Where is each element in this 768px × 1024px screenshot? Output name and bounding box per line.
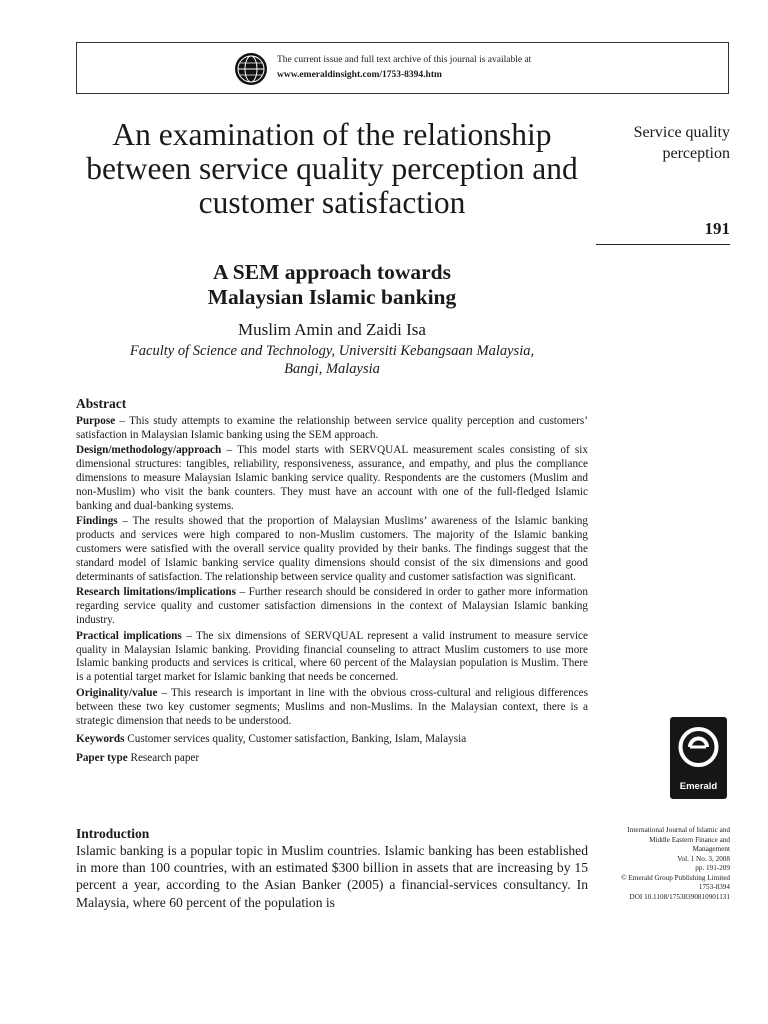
paper-type-text: Research paper: [127, 752, 200, 765]
keywords: [76, 733, 588, 747]
journal-info-line: 1753-8394: [698, 883, 730, 891]
paper-type-label: Paper type: [76, 752, 128, 765]
journal-access-banner: [76, 42, 729, 94]
abstract-heading: Abstract: [76, 396, 127, 411]
page-number: 191: [704, 219, 730, 238]
abstract-section: [76, 630, 588, 685]
section-label: Design/methodology/approach: [76, 444, 222, 457]
emerald-logo-text: Emerald: [679, 781, 718, 792]
affiliation: [96, 342, 568, 378]
abstract-section: [76, 515, 588, 584]
authors: Muslim Amin and Zaidi Isa: [238, 320, 426, 339]
section-text: – This model starts with SERVQUAL measurement scales consisting of six dimensional structures: tangibles, reliability, responsiveness, assurance, and empathy, and plus the compliance dimensions to measure Malaysian Islamic banking service quality. Respondents are the customers (Muslim and non-Muslim) who visit the bank counters. They must have an account with one of the full-fledged Islamic banking and dual-banking systems.: [76, 444, 588, 512]
article-subtitle: [76, 260, 588, 310]
section-label: Purpose: [76, 414, 116, 427]
affiliation-line-2: Bangi, Malaysia: [284, 361, 380, 377]
banner-line: The current issue and full text archive of this journal is available at: [277, 55, 532, 65]
section-label: Originality/value: [76, 686, 158, 699]
divider: [596, 244, 730, 245]
abstract: [76, 397, 588, 766]
journal-url-link[interactable]: www.emeraldinsight.com/1753-8394.htm: [277, 70, 442, 80]
journal-info-line: pp. 191-209: [695, 864, 730, 872]
journal-info: [594, 826, 730, 902]
globe-icon: [235, 53, 267, 85]
running-head: Service quality perception: [633, 124, 730, 162]
section-label: Findings: [76, 515, 118, 528]
emerald-swirl-icon: [670, 717, 727, 777]
article-title: An examination of the relationship between service quality perception and customer satisfaction: [86, 117, 578, 220]
journal-info-line: Vol. 1 No. 3, 2008: [677, 854, 730, 863]
introduction: [76, 826, 588, 911]
introduction-heading: Introduction: [76, 826, 150, 841]
journal-info-line: Management: [692, 845, 730, 853]
banner-text: [277, 53, 531, 83]
abstract-section: [76, 586, 588, 627]
introduction-body: Islamic banking is a popular topic in Muslim countries. Islamic banking has been established in more than 100 countries, with an estimated $300 billion in assets that are increasing by 15 percent a year, according to the Asian Banker (2005) a financial-services consultancy. In Malaysia, where 60 percent of the population is: [76, 843, 588, 910]
section-text: – This research is important in line with the obvious cross-cultural and religious differences between these two key customer segments; Muslims and non-Muslims. In the Malaysian context, there is a strategic dimension that needs to be understood.: [76, 686, 588, 727]
journal-info-line: International Journal of Islamic and: [627, 826, 730, 834]
section-text: – Further research should be considered in order to gather more information regarding service quality and customer satisfaction dimensions in the context of Malaysian Islamic banking industry.: [76, 586, 588, 626]
subtitle-line-1: A SEM approach towards: [213, 260, 451, 284]
abstract-section: [76, 444, 588, 513]
section-label: Practical implications: [76, 629, 182, 642]
keywords-label: Keywords: [76, 733, 125, 746]
journal-info-line: Middle Eastern Finance and: [649, 835, 730, 844]
section-text: – The results showed that the proportion of Malaysian Muslims’ awareness of the Islamic banking products and services were high compared to non-Muslim customers. The majority of the Islamic banking customers were satisfied with the overall service quality provided by their banks. The findings suggest that the standard model of Islamic banking service quality dimensions should consist of the six dimensions and good determinants of satisfaction. The relationship between service quality and customer satisfaction was significant.: [76, 515, 588, 583]
emerald-logo: [670, 717, 727, 799]
keywords-text: Customer services quality, Customer satisfaction, Banking, Islam, Malaysia: [124, 733, 467, 746]
abstract-section: [76, 687, 588, 728]
abstract-section: [76, 415, 588, 443]
paper-type: [76, 752, 588, 766]
section-label: Research limitations/implications: [76, 586, 236, 599]
subtitle-line-2: Malaysian Islamic banking: [207, 285, 457, 309]
affiliation-line-1: Faculty of Science and Technology, Universiti Kebangsaan Malaysia,: [129, 343, 535, 359]
journal-info-line: DOI 10.1108/17538390810901131: [629, 892, 730, 901]
journal-info-line: © Emerald Group Publishing Limited: [621, 873, 730, 882]
section-text: – This study attempts to examine the relationship between service quality perception and customers’ satisfaction in Malaysian Islamic banking using the SEM approach.: [76, 414, 588, 441]
section-text: – The six dimensions of SERVQUAL represent a valid instrument to measure service quality in Malaysian Islamic banking. Providing financial counseling to attract Muslim customers to use more Islamic banking products and services is critical, where 60 percent of the Malaysian population is Muslim. There is a potential target market for Islamic banking that needs be concerned.: [76, 629, 588, 684]
